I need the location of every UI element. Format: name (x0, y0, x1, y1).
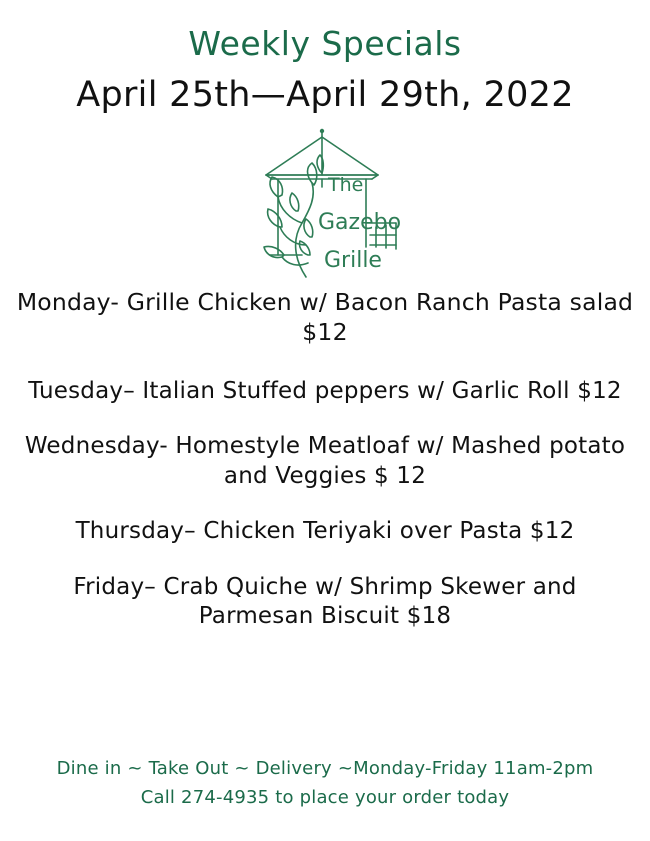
specials-list (0, 287, 650, 632)
footer (0, 755, 650, 813)
special-line-1: Thursday– Chicken Teriyaki over Pasta $12 (75, 518, 575, 545)
special-line-1: Friday– Crab Quiche w/ Shrimp Skewer and (73, 573, 577, 600)
logo-text-gazebo: Gazebo (318, 209, 402, 235)
logo-text-grille: Grille (324, 247, 382, 273)
footer-service-line: Dine in ~ Take Out ~ Delivery ~Monday-Friday 11am-2pm (56, 758, 594, 780)
page-title: Weekly Specials (188, 24, 462, 63)
special-line-1: Tuesday– Italian Stuffed peppers w/ Garlic Roll $12 (28, 377, 622, 404)
gazebo-vine-logo-icon (210, 127, 440, 287)
special-line-1: Monday- Grille Chicken w/ Bacon Ranch Pasta salad (16, 287, 634, 316)
special-line-2: and Veggies $ 12 (223, 462, 427, 489)
special-line-1: Wednesday- Homestyle Meatloaf w/ Mashed potato (24, 433, 626, 460)
special-line-2: $12 (302, 317, 348, 346)
special-item-friday (10, 573, 640, 632)
date-range: April 25th—April 29th, 2022 (76, 75, 574, 116)
special-item-monday (10, 287, 640, 347)
logo-container (0, 127, 650, 287)
special-line-2: Parmesan Biscuit $18 (198, 603, 452, 630)
special-item-wednesday (10, 432, 640, 491)
footer-phone-line: Call 274-4935 to place your order today (140, 787, 510, 809)
special-item-tuesday (10, 377, 640, 406)
logo-text-the: The (328, 173, 364, 196)
special-item-thursday (10, 517, 640, 546)
